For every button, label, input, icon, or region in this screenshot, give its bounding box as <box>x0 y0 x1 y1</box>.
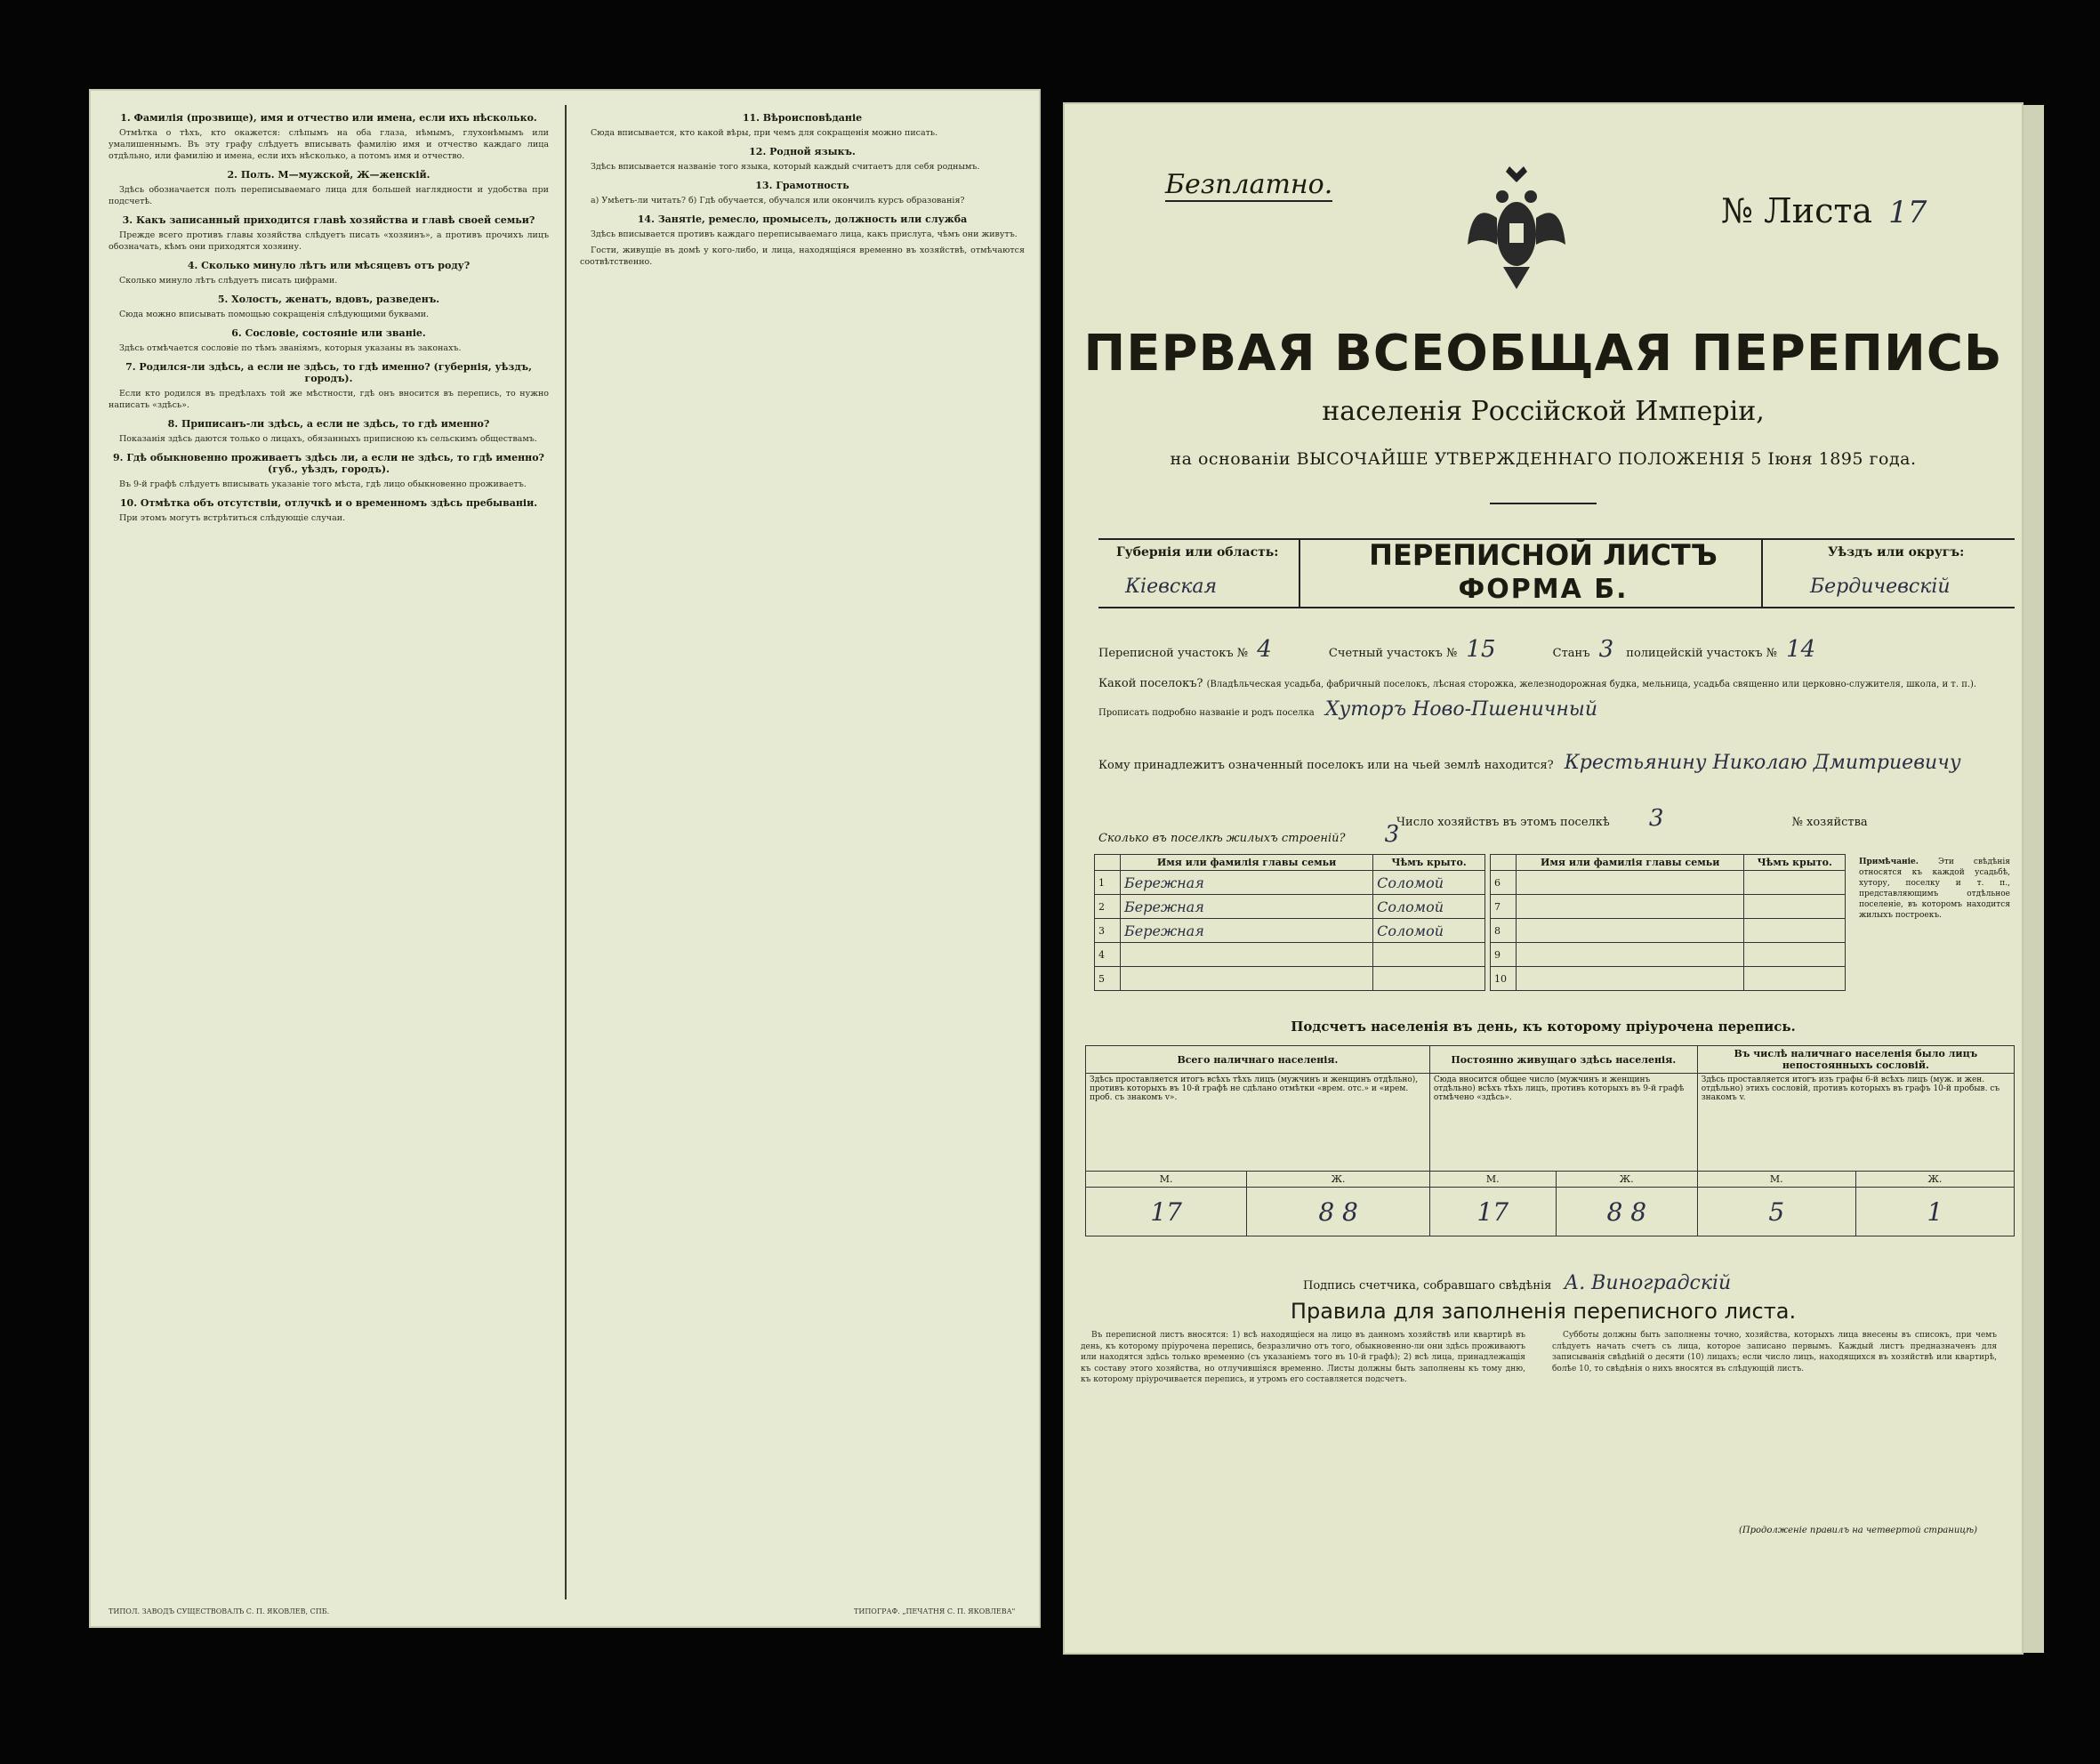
owner-value: Крестьянину Николаю Дмитриевичу <box>1564 752 1961 774</box>
count-precinct-label: Счетный участокъ № <box>1328 647 1458 660</box>
summary-col-permanent: Постоянно живущаго здѣсь населенія. <box>1429 1046 1697 1074</box>
building-n: 6 <box>1491 871 1517 895</box>
section-text: Сколько минуло лѣтъ слѣдуетъ писать цифрами. <box>119 276 338 286</box>
sex-header: Ж. <box>1855 1172 2014 1188</box>
province-value: Кіевская <box>1125 576 1218 598</box>
building-roof <box>1744 967 1846 991</box>
section-text: Здѣсь отмѣчается сословіе по тѣмъ званіямъ, которыя указаны въ законахъ. <box>119 343 462 353</box>
owner-label: Кому принадлежитъ означенный поселокъ или на чьей землѣ находится? <box>1098 759 1554 772</box>
households-value: 3 <box>1648 805 1664 832</box>
note-block <box>1859 857 2010 921</box>
section-heading: 3. Какъ записанный приходится главѣ хозяйства и главѣ своей семьи? <box>122 214 535 226</box>
building-name <box>1517 943 1744 967</box>
rules-left-column: Въ переписной листъ вносятся: 1) всѣ находящіеся на лицо въ данномъ хозяйствѣ или квартирѣ въ день, къ которому пріурочена перепись, безразлично отъ того, обыкновенно-ли они здѣсь проживаютъ или находятся здѣсь только временно (съ указаніемъ того въ 10-й графѣ); 2) всѣ лица, принадлежащія къ составу этого хозяйства, но отлучившіяся временно. Листы должны быть заполнены къ тому дню, къ которому пріурочивается перепись, и утромъ его составляется подсчетъ. <box>1081 1331 1525 1384</box>
section-heading: 14. Занятіе, ремесло, промыселъ, должность или служба <box>637 213 968 225</box>
section-text: а) Умѣетъ-ли читать? б) Гдѣ обучается, обучался или окончилъ курсъ образованія? <box>591 196 965 205</box>
sex-header: М. <box>1697 1172 1855 1188</box>
building-name: Бережная <box>1121 871 1373 895</box>
section-text: Отмѣтка о тѣхъ, кто окажется: слѣпымъ на оба глаза, нѣмымъ, глухонѣмымъ или умалишеннымъ. Въ эту графу слѣдуетъ вписывать фамилію имя и отчество каждаго лица отдѣльно, или фамилію и имена, если ихъ нѣсколько, а потомъ имя и отчество. <box>109 128 549 161</box>
summary-col-present: Всего наличнаго населенія. <box>1086 1046 1430 1074</box>
building-row <box>1095 871 1485 895</box>
building-n: 2 <box>1095 895 1121 919</box>
section-heading: 11. Вѣроисповѣданіе <box>742 112 863 124</box>
section-heading: 8. Приписанъ-ли здѣсь, а если не здѣсь, то гдѣ именно? <box>167 418 490 430</box>
section-heading: 7. Родился-ли здѣсь, а если не здѣсь, то гдѣ именно? (губернія, уѣздъ, городъ). <box>125 361 532 384</box>
rules-continuation: (Продолженіе правилъ на четвертой страницѣ) <box>1739 1526 1977 1535</box>
building-roof <box>1744 895 1846 919</box>
building-roof: Соломой <box>1373 919 1485 943</box>
building-name <box>1121 943 1373 967</box>
building-n: 1 <box>1095 871 1121 895</box>
building-roof <box>1744 871 1846 895</box>
building-n: 4 <box>1095 943 1121 967</box>
total-permanent-f: 8 8 <box>1556 1188 1697 1236</box>
column-divider <box>565 105 567 1599</box>
settlement-value: Хуторъ Ново-Пшеничный <box>1324 698 1598 721</box>
building-name <box>1121 967 1373 991</box>
precinct-value: 4 <box>1257 636 1272 663</box>
signature-line <box>1303 1272 1731 1294</box>
section-text: Сюда вписывается, кто какой вѣры, при чемъ для сокращенія можно писать. <box>591 128 938 138</box>
building-roof: Соломой <box>1373 895 1485 919</box>
building-n: 7 <box>1491 895 1517 919</box>
buildings-table-left <box>1094 854 1485 991</box>
signature-label: Подпись счетчика, собравшаго свѣдѣнія <box>1303 1279 1552 1293</box>
settlement-label: Какой поселокъ? <box>1098 677 1203 690</box>
imprint-right: ТИПОГРАФ. „ПЕЧАТНЯ С. П. ЯКОВЛЕВА" <box>854 1607 1016 1615</box>
building-roof <box>1744 919 1846 943</box>
building-name <box>1517 895 1744 919</box>
instructions-sheet <box>89 89 1041 1628</box>
sex-header: М. <box>1086 1172 1247 1188</box>
sex-header: М. <box>1429 1172 1556 1188</box>
settlement-line <box>1098 672 2015 726</box>
section-text: При этомъ могутъ встрѣтиться слѣдующіе случаи. <box>119 513 346 523</box>
census-subtitle: населенія Россійской Имперіи, <box>1322 396 1765 427</box>
building-n: 8 <box>1491 919 1517 943</box>
section-text: Прежде всего противъ главы хозяйства слѣдуетъ писать «хозяинъ», а противъ прочихъ лицъ обозначать, кѣмъ они приходятся хозяину. <box>109 230 549 252</box>
section-heading: 12. Родной языкъ. <box>749 146 856 157</box>
section-heading: 4. Сколько минуло лѣтъ или мѣсяцевъ отъ роду? <box>187 260 471 271</box>
rules-right-column: Субботы должны быть заполнены точно, хозяйства, которыхъ лица внесены въ списокъ, при чемъ слѣдуетъ начать счетъ съ лица, которое записано первымъ. Каждый листъ предназначенъ для записыванія свѣдѣній о десяти (10) лицахъ; если число лицъ, находящихся въ хозяйствѣ или квартирѣ, болѣе 10, то свѣдѣнія о нихъ вносятся въ слѣдующій листъ. <box>1552 1331 1997 1373</box>
building-row <box>1095 943 1485 967</box>
police-value: 14 <box>1786 636 1816 663</box>
building-row <box>1095 967 1485 991</box>
section-heading: 9. Гдѣ обыкновенно проживаетъ здѣсь ли, а если не здѣсь, то гдѣ именно? (губ., уѣздъ, городъ). <box>113 452 544 475</box>
section-text: Сюда можно вписывать помощью сокращенія слѣдующими буквами. <box>119 310 430 319</box>
summary-col-estates: Въ числѣ наличнаго населенія было лицъ непостоянныхъ сословій. <box>1697 1046 2014 1074</box>
building-roof <box>1744 943 1846 967</box>
section-text: Гости, живущіе въ домѣ у кого-либо, и лица, находящіяся временно въ хозяйствѣ, отмѣчаются соотвѣтственно. <box>580 246 1025 267</box>
rules-title: Правила для заполненія переписного листа. <box>1290 1299 1797 1324</box>
total-present-f: 8 8 <box>1247 1188 1429 1236</box>
households-line <box>1396 805 2010 832</box>
section-heading: 6. Сословіе, состояніе или званіе. <box>231 327 426 339</box>
buildings-line <box>1098 821 1399 848</box>
section-text: Въ 9-й графѣ слѣдуетъ вписывать указаніе того мѣста, гдѣ лицо обыкновенно проживаетъ. <box>119 479 527 489</box>
building-roof: Соломой <box>1373 871 1485 895</box>
section-text: Здѣсь вписывается противъ каждаго переписываемаго лица, какъ прислуга, чѣмъ они живутъ. <box>591 230 1018 239</box>
households-label: Число хозяйствъ въ этомъ поселкѣ <box>1396 816 1610 829</box>
count-precinct-value: 15 <box>1466 636 1496 663</box>
section-text: Здѣсь вписывается названіе того языка, который каждый считаетъ для себя роднымъ. <box>591 162 980 172</box>
building-row <box>1491 967 1846 991</box>
building-row <box>1491 871 1846 895</box>
total-estates-f: 1 <box>1855 1188 2014 1236</box>
note-text: Эти свѣдѣнія относятся къ каждой усадьбѣ, хутору, поселку и т. п., представляющимъ отдѣльное поселеніе, въ которомъ находится жилыхъ построекъ. <box>1859 858 2010 920</box>
buildings-table-right: Имя или фамилія главы семьи Чѣмъ крыто. 6 7 8 9 10 <box>1490 854 1846 991</box>
region-box <box>1098 538 2015 608</box>
province-label: Губернія или область: <box>1116 545 1279 560</box>
free-label: Безплатно. <box>1165 169 1333 200</box>
precinct-label: Переписной участокъ № <box>1098 647 1249 660</box>
owner-line <box>1098 752 2015 774</box>
household-no-label: № хозяйства <box>1791 816 1868 829</box>
section-heading: 5. Холостъ, женатъ, вдовъ, разведенъ. <box>217 294 440 305</box>
buildings-value: 3 <box>1384 821 1400 848</box>
sheet-number <box>1721 191 1927 230</box>
instructions-column-right <box>580 105 1025 272</box>
building-name: Бережная <box>1121 895 1373 919</box>
stan-value: 3 <box>1598 636 1614 663</box>
building-n: 9 <box>1491 943 1517 967</box>
sheet-title: ПЕРЕПИСНОЙ ЛИСТЪ <box>1369 538 1718 572</box>
precinct-line <box>1098 636 2015 663</box>
total-present-m: 17 <box>1086 1188 1247 1236</box>
summary-note-permanent: Сюда вносится общее число (мужчинъ и женщинъ отдѣльно) всѣхъ тѣхъ лицъ, противъ которыхъ въ 9-й графѣ отмѣчено «здѣсь». <box>1429 1074 1697 1172</box>
double-headed-eagle-emblem <box>1463 165 1570 298</box>
total-permanent-m: 17 <box>1429 1188 1556 1236</box>
summary-note-estates: Здѣсь проставляется итогъ изъ графы 6-й всѣхъ лицъ (муж. и жен. отдѣльно) этихъ сословій, противъ которыхъ въ графъ 10-й пробыв. съ знакомъ v. <box>1697 1074 2014 1172</box>
building-name <box>1517 871 1744 895</box>
summary-note-present: Здѣсь проставляется итогъ всѣхъ тѣхъ лицъ (мужчинъ и женщинъ отдѣльно), противъ которыхъ въ 10-й графѣ не сдѣлано отмѣтки «врем. отс.» и «ирем. проб. съ знакомъ v». <box>1086 1074 1430 1172</box>
section-text: Показанія здѣсь даются только о лицахъ, обязанныхъ приписною къ сельскимъ обществамъ. <box>119 434 537 444</box>
buildings-label: Сколько въ поселкѣ жилыхъ строеній? <box>1098 832 1346 845</box>
section-heading: 10. Отмѣтка объ отсутствіи, отлучкѣ и о временномъ здѣсь пребываніи. <box>119 497 538 509</box>
note-title: Примѣчаніе. <box>1859 858 1919 866</box>
building-n: 10 <box>1491 967 1517 991</box>
summary-title: Подсчетъ населенія въ день, къ которому пріурочена перепись. <box>1291 1019 1796 1035</box>
building-row <box>1095 919 1485 943</box>
census-title: ПЕРВАЯ ВСЕОБЩАЯ ПЕРЕПИСЬ <box>1083 325 2003 383</box>
total-estates-m: 5 <box>1697 1188 1855 1236</box>
sheet-number-label: № Листа <box>1721 191 1873 230</box>
form-label: ФОРМА Б. <box>1458 574 1629 605</box>
section-text: Если кто родился въ предѣлахъ той же мѣстности, гдѣ онъ вносится въ перепись, то нужно написать «здѣсь». <box>109 389 549 410</box>
building-name: Бережная <box>1121 919 1373 943</box>
imprint-left: ТИПОЛ. ЗАВОДЪ СУЩЕСТВОВАЛЪ С. П. ЯКОВЛЕВ, СПБ. <box>109 1607 330 1615</box>
signature-value: А. Виноградскій <box>1564 1272 1732 1294</box>
building-row <box>1491 919 1846 943</box>
building-name <box>1517 919 1744 943</box>
sex-header: Ж. <box>1556 1172 1697 1188</box>
section-heading: 13. Грамотность <box>755 180 849 191</box>
building-roof <box>1373 967 1485 991</box>
settlement-note: (Владѣльческая усадьба, фабричный поселокъ, лѣсная сторожка, железнодорожная будка, мельница, усадьба священно или церковно-служителя, школа, и т. п.). Прописать подробно названіе и родъ поселка <box>1098 680 1977 718</box>
building-roof <box>1373 943 1485 967</box>
building-row <box>1491 943 1846 967</box>
district-label: Уѣздъ или округъ: <box>1828 545 1965 560</box>
building-row <box>1491 895 1846 919</box>
legal-basis: на основаніи ВЫСОЧАЙШЕ УТВЕРЖДЕННАГО ПОЛОЖЕНІЯ 5 Іюня 1895 года. <box>1170 449 1917 469</box>
census-form-sheet <box>1063 102 2024 1655</box>
building-n: 5 <box>1095 967 1121 991</box>
sex-header: Ж. <box>1247 1172 1429 1188</box>
building-name <box>1517 967 1744 991</box>
section-heading: 1. Фамилія (прозвище), имя и отчество или имена, если ихъ нѣсколько. <box>120 112 537 124</box>
building-n: 3 <box>1095 919 1121 943</box>
sheet-number-value: 17 <box>1888 195 1927 230</box>
population-summary-table <box>1085 1045 2015 1236</box>
district-value: Бердичевскій <box>1810 576 1951 598</box>
stan-label: Станъ <box>1552 647 1590 660</box>
section-text: Здѣсь обозначается полъ переписываемаго лица для большей наглядности и удобства при подсчетѣ. <box>109 185 549 206</box>
col-header-roof: Чѣмъ крыто. <box>1373 855 1485 871</box>
title-rule <box>1490 503 1597 504</box>
building-row <box>1095 895 1485 919</box>
instructions-column-left <box>109 105 549 528</box>
police-label: полицейскій участокъ № <box>1626 647 1777 660</box>
col-header-head: Имя или фамилія главы семьи <box>1121 855 1373 871</box>
section-heading: 2. Полъ. М—мужской, Ж—женскій. <box>227 169 430 181</box>
